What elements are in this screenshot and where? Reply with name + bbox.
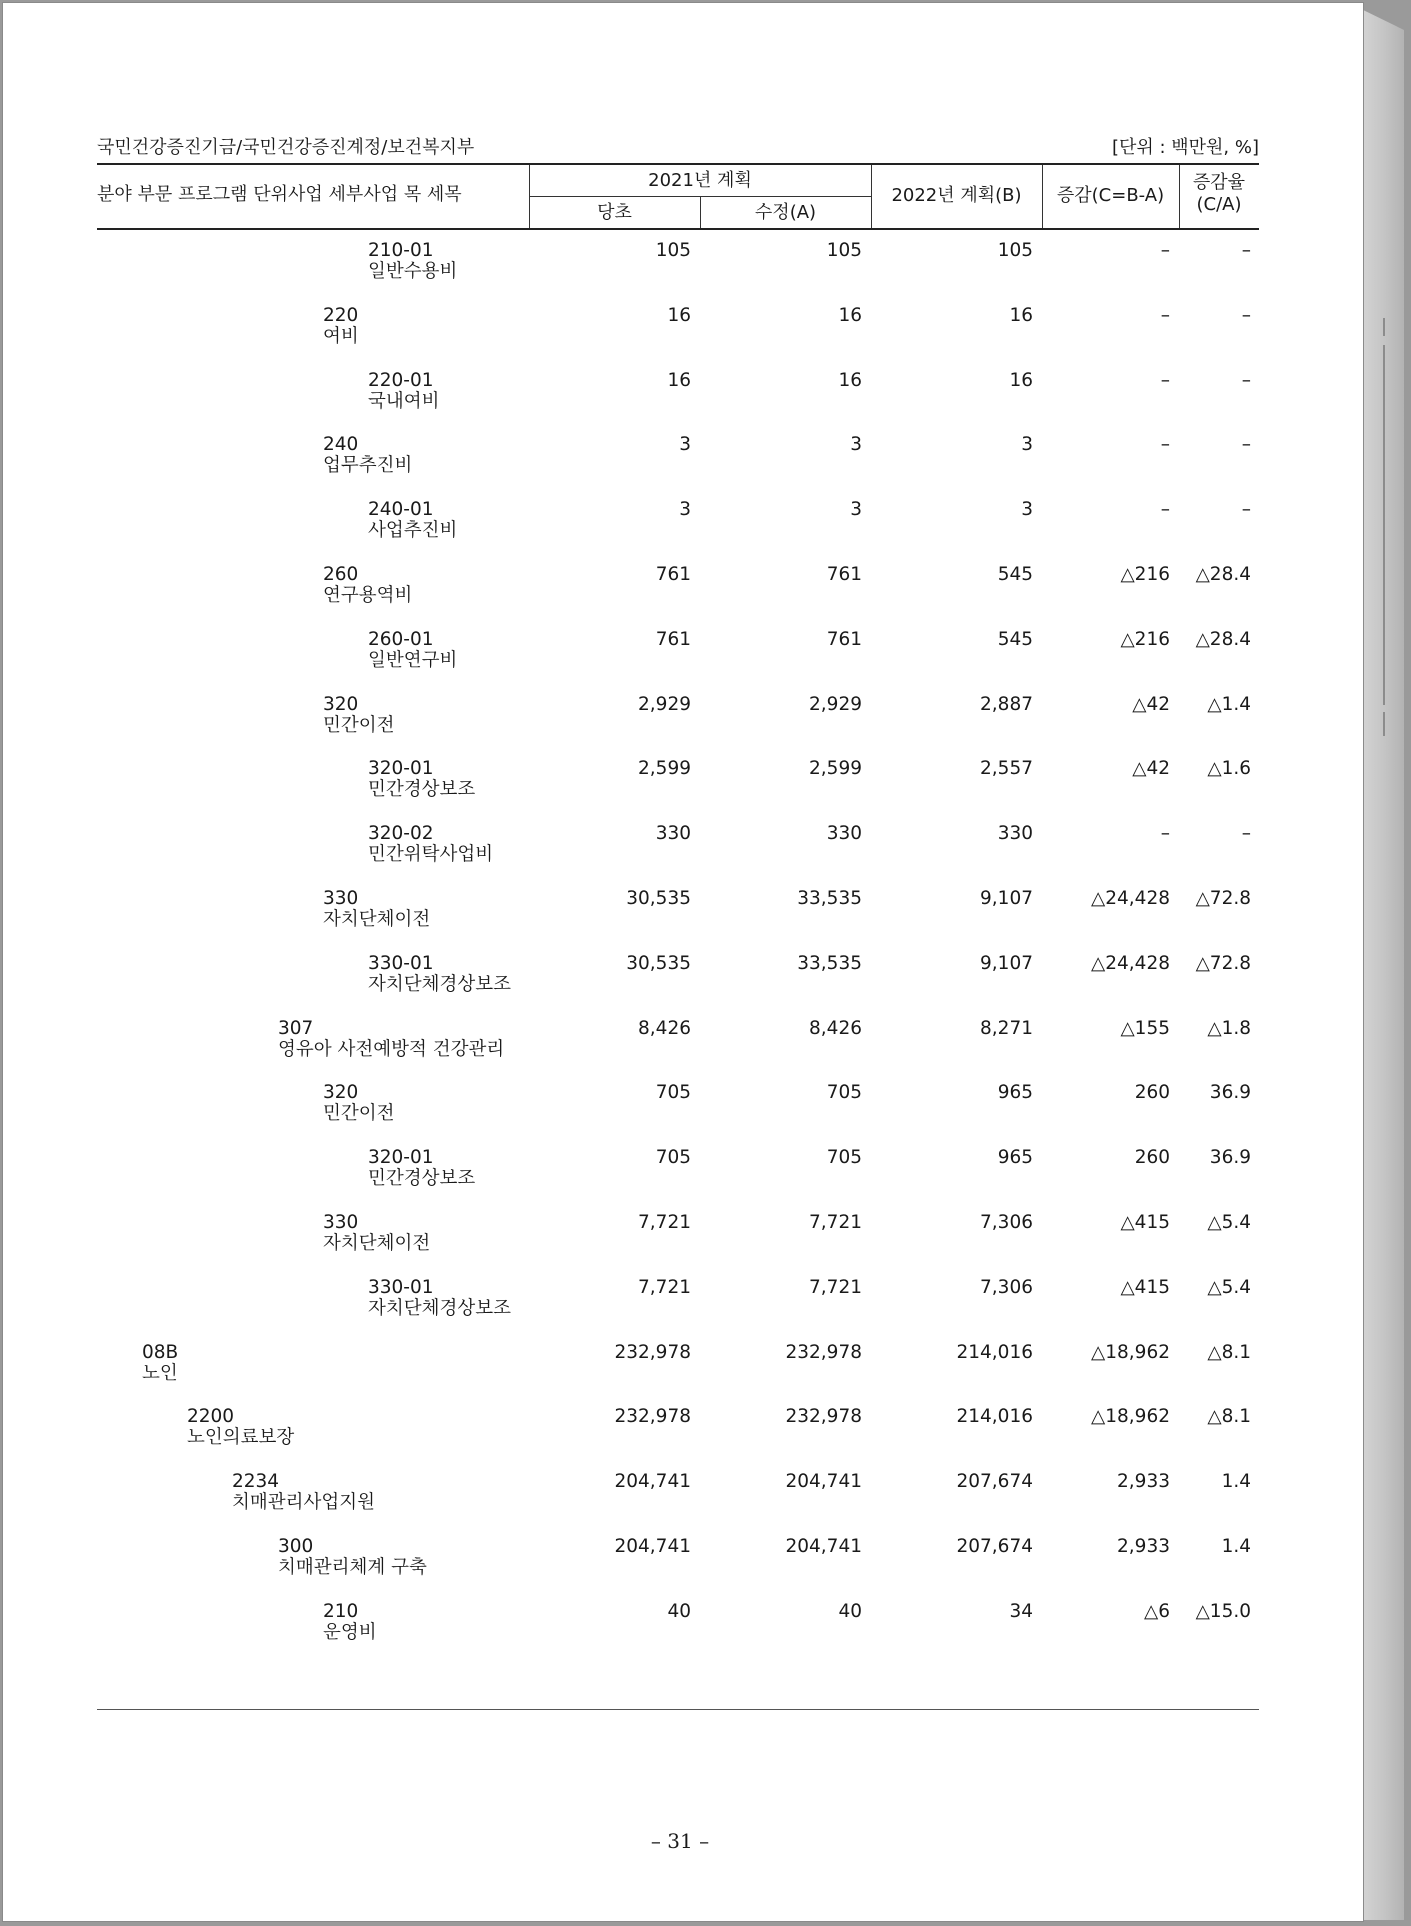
rate-header-line1: 증감율 [1192, 172, 1246, 193]
table-row [97, 1277, 1259, 1341]
table-row [97, 1471, 1259, 1535]
cell-plan2022: 545 [997, 564, 1033, 585]
cell-initial: 2,599 [638, 758, 691, 780]
cell-change: – [1160, 240, 1170, 261]
row-name: 치매관리사업지원 [232, 1492, 375, 1514]
cell-change: △18,962 [1091, 1406, 1170, 1428]
table-row [97, 1082, 1259, 1146]
row-code: 330 [323, 888, 359, 909]
table-row [97, 1018, 1259, 1082]
cell-rate: – [1241, 499, 1251, 521]
row-name: 민간위탁사업비 [368, 844, 494, 866]
column-header-plan2021: 2021년 계획 [648, 170, 752, 191]
row-name: 업무추진비 [323, 455, 413, 477]
cell-rate: 36.9 [1209, 1082, 1251, 1104]
cell-rate: △5.4 [1207, 1212, 1251, 1233]
cell-rate: – [1241, 823, 1251, 845]
row-name: 자치단체이전 [323, 1233, 431, 1254]
row-name: 연구용역비 [323, 585, 413, 606]
row-code: 08B [142, 1341, 179, 1363]
cell-rate: △15.0 [1195, 1600, 1251, 1622]
cell-change: 2,933 [1117, 1471, 1170, 1493]
cell-plan2022: 8,271 [980, 1017, 1033, 1039]
cell-revised: 33,535 [797, 952, 862, 974]
cell-revised: 705 [826, 1082, 862, 1104]
cell-revised: 705 [826, 1147, 862, 1169]
cell-initial: 761 [655, 628, 691, 650]
cell-plan2022: 330 [997, 823, 1033, 845]
table-row [97, 953, 1259, 1017]
cell-change: △24,428 [1091, 888, 1170, 909]
cell-change: △42 [1132, 693, 1170, 715]
row-name: 일반연구비 [368, 649, 458, 671]
cell-plan2022: 207,674 [956, 1471, 1033, 1493]
cell-plan2022: 545 [997, 628, 1033, 650]
cell-change: 260 [1134, 1147, 1170, 1169]
cell-revised: 761 [826, 628, 862, 650]
cell-change: – [1160, 823, 1170, 845]
cell-change: △155 [1120, 1017, 1170, 1039]
cell-initial: 7,721 [638, 1212, 691, 1233]
edge-mark [1383, 712, 1385, 736]
table-row [97, 305, 1259, 369]
header-bottom-rule [97, 228, 1259, 230]
row-name: 영유아 사전예방적 건강관리 [278, 1038, 505, 1060]
cell-initial: 204,741 [614, 1471, 691, 1493]
cell-change: △415 [1120, 1212, 1170, 1233]
row-code: 320 [323, 1082, 359, 1104]
table-row [97, 1601, 1259, 1665]
table-row [97, 564, 1259, 628]
cell-rate: △5.4 [1207, 1276, 1251, 1298]
row-code: 300 [278, 1536, 314, 1557]
row-code: 330-01 [368, 952, 434, 974]
rate-header-line2: (C/A) [1196, 194, 1242, 215]
cell-initial: 8,426 [638, 1017, 691, 1039]
row-name: 국내여비 [368, 390, 440, 412]
table-row [97, 888, 1259, 952]
cell-initial: 30,535 [626, 952, 691, 974]
cell-change: △42 [1132, 758, 1170, 780]
cell-rate: △8.1 [1207, 1341, 1251, 1363]
cell-rate: △1.4 [1207, 693, 1251, 715]
cell-change: △6 [1144, 1600, 1170, 1622]
row-name: 여비 [323, 325, 359, 347]
cell-rate: – [1241, 369, 1251, 391]
cell-initial: 16 [667, 304, 691, 326]
cell-change: – [1160, 499, 1170, 521]
cell-revised: 33,535 [797, 888, 862, 909]
cell-revised: 2,599 [809, 758, 862, 780]
page-number: – 31 – [650, 1829, 710, 1853]
table-row [97, 1212, 1259, 1276]
cell-plan2022: 105 [997, 240, 1033, 261]
cell-plan2022: 2,887 [980, 693, 1033, 715]
cell-initial: 2,929 [638, 693, 691, 715]
cell-change: △24,428 [1091, 952, 1170, 974]
table-row [97, 1406, 1259, 1470]
fund-title: 국민건강증진기금/국민건강증진계정/보건복지부 [97, 137, 475, 158]
row-code: 307 [278, 1017, 314, 1039]
column-header-initial: 당초 [597, 202, 632, 223]
cell-plan2022: 16 [1009, 304, 1033, 326]
column-header-revised: 수정(A) [754, 202, 817, 223]
table-row [97, 370, 1259, 434]
row-name: 민간이전 [323, 1103, 395, 1125]
table-row [97, 1536, 1259, 1600]
cell-initial: 705 [655, 1082, 691, 1104]
cell-rate: 1.4 [1221, 1471, 1251, 1493]
cell-rate: △1.6 [1207, 758, 1251, 780]
cell-revised: 3 [850, 499, 862, 521]
cell-rate: △28.4 [1195, 628, 1251, 650]
cell-revised: 761 [826, 564, 862, 585]
cell-revised: 232,978 [785, 1406, 862, 1428]
column-header-category: 분야 부문 프로그램 단위사업 세부사업 목 세목 [97, 184, 462, 205]
cell-revised: 204,741 [785, 1536, 862, 1557]
row-code: 320 [323, 693, 359, 715]
row-code: 240 [323, 434, 359, 456]
cell-revised: 7,721 [809, 1276, 862, 1298]
table-row [97, 499, 1259, 563]
row-code: 210 [323, 1600, 359, 1622]
table-bottom-rule [97, 1709, 1259, 1710]
cell-plan2022: 214,016 [956, 1406, 1033, 1428]
cell-initial: 761 [655, 564, 691, 585]
column-header-rate [1179, 172, 1259, 216]
table-top-rule [97, 163, 1259, 165]
cell-plan2022: 7,306 [980, 1212, 1033, 1233]
table-row [97, 823, 1259, 887]
cell-plan2022: 2,557 [980, 758, 1033, 780]
cell-initial: 232,978 [614, 1341, 691, 1363]
cell-rate: △8.1 [1207, 1406, 1251, 1428]
row-code: 330 [323, 1212, 359, 1233]
cell-revised: 16 [838, 304, 862, 326]
cell-revised: 3 [850, 434, 862, 456]
table-header-row [97, 135, 1259, 161]
cell-initial: 7,721 [638, 1276, 691, 1298]
cell-initial: 105 [655, 240, 691, 261]
row-code: 320-02 [368, 823, 434, 845]
row-name: 운영비 [323, 1621, 377, 1643]
cell-initial: 16 [667, 369, 691, 391]
cell-revised: 330 [826, 823, 862, 845]
cell-rate: △72.8 [1195, 888, 1251, 909]
row-code: 220 [323, 304, 359, 326]
cell-initial: 204,741 [614, 1536, 691, 1557]
cell-revised: 40 [838, 1600, 862, 1622]
table-row [97, 1342, 1259, 1406]
cell-plan2022: 9,107 [980, 888, 1033, 909]
cell-initial: 3 [679, 434, 691, 456]
edge-mark [1383, 318, 1385, 336]
cell-change: – [1160, 304, 1170, 326]
row-code: 330-01 [368, 1276, 434, 1298]
cell-change: – [1160, 369, 1170, 391]
cell-plan2022: 7,306 [980, 1276, 1033, 1298]
cell-rate: – [1241, 304, 1251, 326]
cell-revised: 232,978 [785, 1341, 862, 1363]
cell-initial: 705 [655, 1147, 691, 1169]
cell-change: △216 [1120, 564, 1170, 585]
row-name: 민간경상보조 [368, 1168, 476, 1190]
row-name: 자치단체경상보조 [368, 1297, 511, 1319]
row-code: 2200 [187, 1406, 235, 1428]
row-code: 240-01 [368, 499, 434, 521]
cell-plan2022: 214,016 [956, 1341, 1033, 1363]
cell-change: △18,962 [1091, 1341, 1170, 1363]
cell-rate: △72.8 [1195, 952, 1251, 974]
row-name: 자치단체이전 [323, 909, 431, 930]
row-code: 320-01 [368, 758, 434, 780]
cell-initial: 330 [655, 823, 691, 845]
cell-rate: 36.9 [1209, 1147, 1251, 1169]
row-code: 210-01 [368, 240, 434, 261]
row-code: 320-01 [368, 1147, 434, 1169]
row-name: 민간이전 [323, 714, 395, 736]
cell-change: 2,933 [1117, 1536, 1170, 1557]
row-code: 2234 [232, 1471, 280, 1493]
cell-revised: 7,721 [809, 1212, 862, 1233]
cell-revised: 204,741 [785, 1471, 862, 1493]
cell-rate: △28.4 [1195, 564, 1251, 585]
row-name: 치매관리체계 구축 [278, 1557, 427, 1578]
cell-plan2022: 965 [997, 1082, 1033, 1104]
table-row [97, 758, 1259, 822]
cell-change: △415 [1120, 1276, 1170, 1298]
cell-plan2022: 3 [1021, 499, 1033, 521]
cell-change: △216 [1120, 628, 1170, 650]
row-code: 260 [323, 564, 359, 585]
row-code: 220-01 [368, 369, 434, 391]
row-name: 민간경상보조 [368, 779, 476, 801]
table-row [97, 694, 1259, 758]
cell-rate: 1.4 [1221, 1536, 1251, 1557]
edge-mark [1383, 345, 1385, 705]
cell-rate: – [1241, 240, 1251, 261]
table-row [97, 629, 1259, 693]
column-header-plan2022: 2022년 계획(B) [891, 185, 1022, 206]
unit-label: [단위 : 백만원, %] [1111, 137, 1259, 158]
row-name: 자치단체경상보조 [368, 973, 511, 995]
cell-rate: △1.8 [1207, 1017, 1251, 1039]
cell-plan2022: 34 [1009, 1600, 1033, 1622]
cell-revised: 16 [838, 369, 862, 391]
cell-initial: 30,535 [626, 888, 691, 909]
cell-change: 260 [1134, 1082, 1170, 1104]
cell-revised: 2,929 [809, 693, 862, 715]
row-code: 260-01 [368, 628, 434, 650]
cell-initial: 232,978 [614, 1406, 691, 1428]
table-row [97, 1147, 1259, 1211]
row-name: 노인 [142, 1362, 178, 1384]
cell-initial: 40 [667, 1600, 691, 1622]
table-row [97, 240, 1259, 304]
cell-plan2022: 9,107 [980, 952, 1033, 974]
cell-plan2022: 16 [1009, 369, 1033, 391]
cell-revised: 105 [826, 240, 862, 261]
row-name: 일반수용비 [368, 261, 458, 282]
cell-initial: 3 [679, 499, 691, 521]
cell-plan2022: 965 [997, 1147, 1033, 1169]
cell-rate: – [1241, 434, 1251, 456]
row-name: 사업추진비 [368, 520, 458, 542]
plan2021-subheader-rule [529, 196, 871, 197]
cell-change: – [1160, 434, 1170, 456]
row-name: 노인의료보장 [187, 1427, 295, 1449]
cell-plan2022: 3 [1021, 434, 1033, 456]
cell-plan2022: 207,674 [956, 1536, 1033, 1557]
cell-revised: 8,426 [809, 1017, 862, 1039]
table-row [97, 434, 1259, 498]
column-header-change: 증감(C=B-A) [1056, 185, 1165, 206]
